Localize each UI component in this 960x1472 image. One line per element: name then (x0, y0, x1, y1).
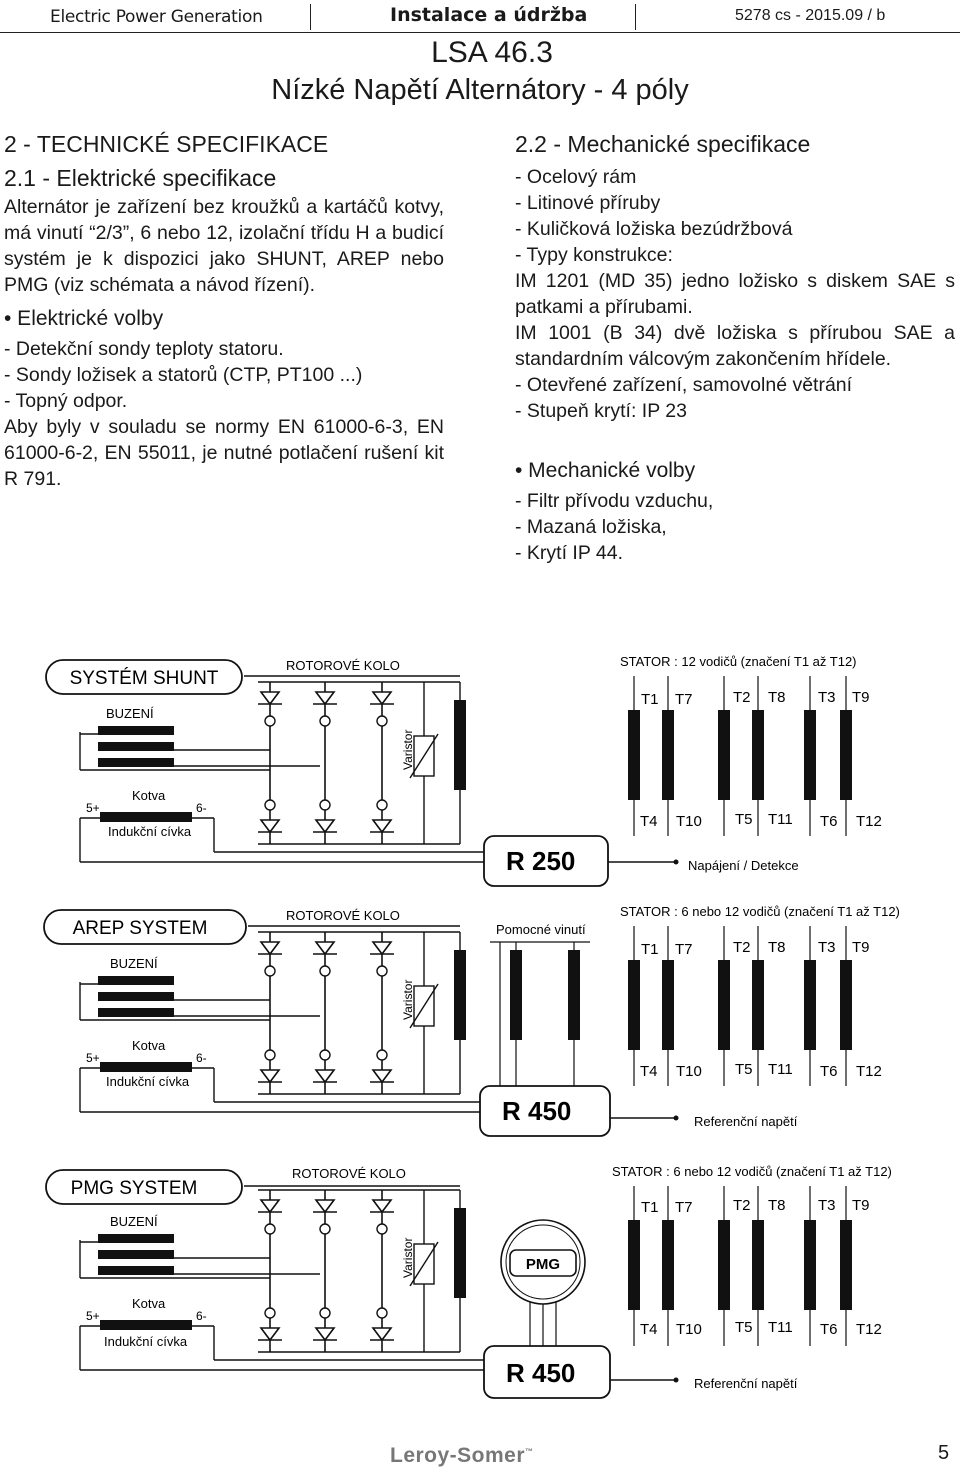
header-section: Instalace a údržba (390, 4, 588, 26)
terminal-label: T2 (733, 689, 751, 706)
varistor-label: Varistor (401, 729, 415, 770)
terminal-label: T5 (735, 811, 753, 828)
mechanical-spec-column (515, 130, 955, 566)
terminal-label: T6 (820, 1063, 838, 1080)
header-separator (310, 4, 311, 30)
armature-label: Kotva (132, 1296, 166, 1311)
diode-bridge-icon (370, 932, 394, 1094)
regulator-label: R 450 (502, 1096, 572, 1126)
model-subtitle: Nízké Napětí Alternátory - 4 póly (271, 74, 689, 106)
pmg-label: PMG (525, 1256, 561, 1273)
terminal-label: T8 (768, 1197, 786, 1214)
terminal-label: T8 (768, 939, 786, 956)
main-field-icon (454, 700, 466, 790)
terminal-label: T3 (818, 939, 836, 956)
minus-terminal: 6- (196, 1309, 207, 1323)
aux-winding-icon (510, 950, 522, 1040)
mechanical-option: - Mazaná ložiska, (515, 516, 667, 538)
field-coil-icon (100, 1320, 192, 1330)
field-coil-icon (100, 812, 192, 822)
feed-label: Napájení / Detekce (688, 858, 799, 873)
minus-terminal: 6- (196, 801, 207, 815)
regulator-label: R 450 (506, 1358, 576, 1388)
terminal-label: T12 (856, 1063, 882, 1080)
terminal-label: T7 (675, 691, 693, 708)
page-number: 5 (938, 1442, 950, 1464)
electrical-spec-column (4, 130, 444, 492)
terminal-label: T6 (820, 813, 838, 830)
arep-diagram (44, 904, 900, 1136)
stator-windings (628, 1220, 852, 1310)
mechanical-item: - Ocelový rám (515, 166, 637, 188)
electrical-option: - Topný odpor. (4, 390, 128, 412)
diode-bridge-icon (370, 1190, 394, 1352)
armature-label: Kotva (132, 788, 166, 803)
terminal-label: T11 (768, 811, 793, 828)
mechanical-item: - Stupeň krytí: IP 23 (515, 400, 687, 422)
electrical-option: - Sondy ložisek a statorů (CTP, PT100 ...) (4, 364, 363, 386)
rotor-label: ROTOROVÉ KOLO (292, 1166, 406, 1181)
brand-logo: Leroy-Somer™ (390, 1444, 534, 1467)
rotor-label: ROTOROVÉ KOLO (286, 908, 400, 923)
terminal-label: T1 (641, 1199, 659, 1216)
terminal-label: T12 (856, 1321, 882, 1338)
field-coil-icon (100, 1062, 192, 1072)
terminal-label: T4 (640, 1321, 658, 1338)
varistor-label: Varistor (401, 1237, 415, 1278)
diode-bridge-icon (258, 682, 282, 844)
stator-windings (628, 710, 852, 800)
aux-winding-icon (568, 950, 580, 1040)
field-label: Indukční cívka (108, 824, 192, 839)
exciter-armature-icon (98, 726, 174, 767)
mechanical-item: - Typy konstrukce: (515, 244, 673, 266)
model-title: LSA 46.3 (431, 36, 553, 69)
feed-label: Referenční napětí (694, 1114, 798, 1129)
compliance-note: Aby byly v souladu se normy EN 61000-6-3, EN 61000-6-2, EN 55011, je nutné potlačení rušení kit R 791. (4, 416, 444, 490)
mechanical-spec-heading: 2.2 - Mechanické specifikace (515, 131, 811, 157)
section-heading: 2 - TECHNICKÉ SPECIFIKACE (4, 131, 329, 157)
rotor-label: ROTOROVÉ KOLO (286, 658, 400, 673)
terminal-label: T3 (818, 689, 836, 706)
plus-terminal: 5+ (86, 1309, 100, 1323)
electrical-spec-heading: 2.1 - Elektrické specifikace (4, 165, 277, 191)
exciter-label: BUZENÍ (110, 956, 158, 971)
exciter-armature-icon (98, 976, 174, 1017)
main-field-icon (454, 950, 466, 1040)
shunt-diagram (46, 654, 882, 886)
field-label: Indukční cívka (104, 1334, 188, 1349)
terminal-label: T11 (768, 1319, 793, 1336)
terminal-label: T7 (675, 941, 693, 958)
aux-winding-label: Pomocné vinutí (496, 922, 586, 937)
construction-im1001: IM 1001 (B 34) dvě ložiska s přírubou SAE a standardním válcovým zakončením hřídele. (515, 322, 955, 370)
header-company: Electric Power Generation (50, 7, 263, 27)
terminal-label: T4 (640, 813, 658, 830)
mechanical-item: - Litinové příruby (515, 192, 661, 214)
shunt-system-label: SYSTÉM SHUNT (69, 668, 219, 689)
main-field-icon (454, 1208, 466, 1298)
terminal-label: T11 (768, 1061, 793, 1078)
electrical-intro: Alternátor je zařízení bez kroužků a kartáčů kotvy, má vinutí “2/3”, 6 nebo 12, izolační třídu H a budicí systém je k dispozici jako SHUNT, AREP nebo PMG (viz schémata a návod řízení). (4, 196, 444, 296)
terminal-label: T6 (820, 1321, 838, 1338)
terminal-label: T4 (640, 1063, 658, 1080)
exciter-label: BUZENÍ (106, 706, 154, 721)
stator-windings (628, 960, 852, 1050)
varistor-label: Varistor (401, 979, 415, 1020)
diode-bridge-icon (370, 682, 394, 844)
electrical-option: - Detekční sondy teploty statoru. (4, 338, 284, 360)
diode-bridge-icon (258, 932, 282, 1094)
header-doc-ref: 5278 cs - 2015.09 / b (735, 7, 886, 24)
arep-system-label: AREP SYSTEM (72, 918, 208, 939)
pmg-system-label: PMG SYSTEM (70, 1178, 198, 1199)
page-header (0, 0, 960, 34)
terminal-label: T9 (852, 689, 870, 706)
diode-bridge-icon (313, 682, 337, 844)
armature-label: Kotva (132, 1038, 166, 1053)
plus-terminal: 5+ (86, 801, 100, 815)
minus-terminal: 6- (196, 1051, 207, 1065)
terminal-label: T7 (675, 1199, 693, 1216)
regulator-label: R 250 (506, 846, 576, 876)
terminal-label: T2 (733, 1197, 751, 1214)
terminal-label: T10 (676, 1321, 702, 1338)
terminal-label: T1 (641, 941, 659, 958)
pmg-diagram (46, 1164, 892, 1398)
terminal-label: T8 (768, 689, 786, 706)
stator-label: STATOR : 6 nebo 12 vodičů (značení T1 až T12) (620, 904, 900, 919)
excitation-diagrams (0, 640, 960, 1430)
terminal-label: T3 (818, 1197, 836, 1214)
diode-bridge-icon (313, 932, 337, 1094)
terminal-label: T9 (852, 1197, 870, 1214)
mechanical-item: - Otevřené zařízení, samovolné větrání (515, 374, 853, 396)
terminal-label: T12 (856, 813, 882, 830)
mechanical-option: - Krytí IP 44. (515, 542, 624, 564)
stator-label: STATOR : 12 vodičů (značení T1 až T12) (620, 654, 857, 669)
exciter-armature-icon (98, 1234, 174, 1275)
electrical-options-title: • Elektrické volby (4, 307, 164, 330)
field-label: Indukční cívka (106, 1074, 190, 1089)
terminal-label: T2 (733, 939, 751, 956)
header-separator (635, 4, 636, 30)
diode-bridge-icon (313, 1190, 337, 1352)
terminal-label: T9 (852, 939, 870, 956)
stator-label: STATOR : 6 nebo 12 vodičů (značení T1 až T12) (612, 1164, 892, 1179)
terminal-label: T10 (676, 1063, 702, 1080)
mechanical-option: - Filtr přívodu vzduchu, (515, 490, 714, 512)
construction-im1201: IM 1201 (MD 35) jedno ložisko s diskem SAE s patkami a přírubami. (515, 270, 955, 318)
mechanical-item: - Kuličková ložiska bezúdržbová (515, 218, 793, 240)
header-rule (0, 32, 960, 33)
feed-label: Referenční napětí (694, 1376, 798, 1391)
mechanical-options-title: • Mechanické volby (515, 459, 696, 482)
diode-bridge-icon (258, 1190, 282, 1352)
terminal-label: T10 (676, 813, 702, 830)
terminal-label: T1 (641, 691, 659, 708)
terminal-label: T5 (735, 1061, 753, 1078)
exciter-label: BUZENÍ (110, 1214, 158, 1229)
terminal-label: T5 (735, 1319, 753, 1336)
plus-terminal: 5+ (86, 1051, 100, 1065)
